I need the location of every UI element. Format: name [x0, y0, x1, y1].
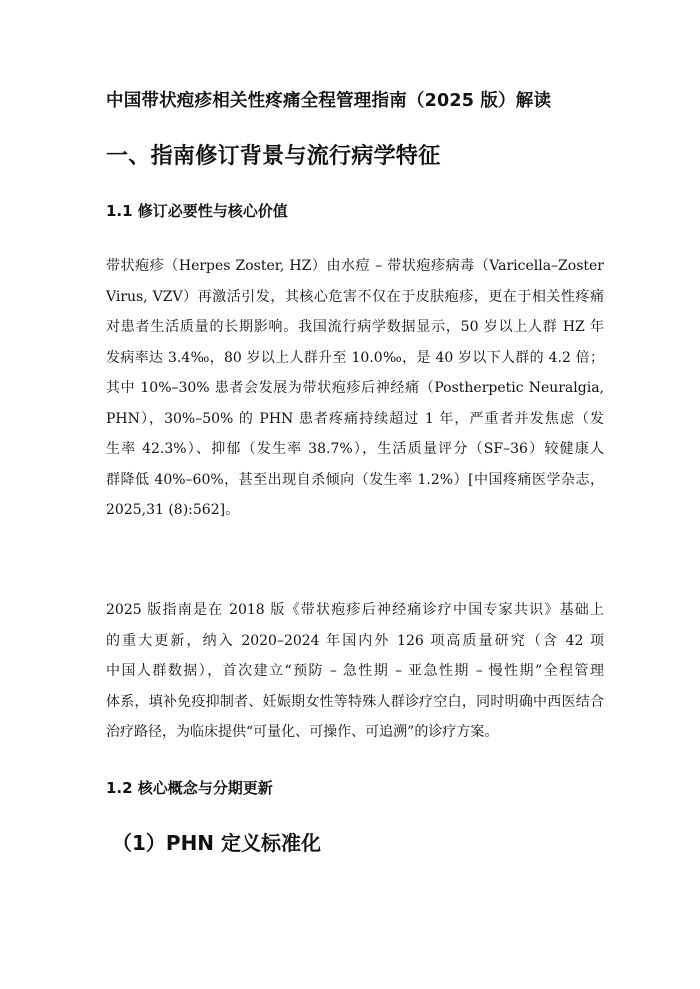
paragraph-line: Virus, VZV）再激活引发，其核心危害不仅在于皮肤疱疹，更在于相关性疼痛 [106, 288, 604, 305]
item-heading-phn-definition: （1）PHN 定义标准化 [112, 831, 322, 855]
paragraph-line: 生率 42.3%）、抑郁（发生率 38.7%），生活质量评分（SF–36）较健康人 [106, 441, 604, 457]
paragraph-line: 群降低 40%–60%，甚至出现自杀倾向（发生率 1.2%）[中国疼痛医学杂志， [106, 471, 604, 488]
section-heading-1: 一、指南修订背景与流行病学特征 [106, 144, 441, 169]
paragraph-line: PHN），30%–50% 的 PHN 患者疼痛持续超过 1 年，严重者并发焦虑（发 [106, 410, 604, 427]
subsection-heading-1-1: 1.1 修订必要性与核心价值 [106, 202, 288, 220]
paragraph-line: 的重大更新，纳入 2020–2024 年国内外 126 项高质量研究（含 42 项 [106, 632, 604, 649]
paragraph-line: 2025,31 (8):562]。 [106, 502, 240, 518]
paragraph-background [106, 251, 604, 526]
paragraph-line: 体系，填补免疫抑制者、妊娠期女性等特殊人群诊疗空白，同时明确中西医结合 [106, 693, 604, 710]
subsection-heading-1-2: 1.2 核心概念与分期更新 [106, 779, 273, 797]
paragraph-line: 中国人群数据），首次建立“预防 – 急性期 – 亚急性期 – 慢性期”全程管理 [106, 663, 604, 679]
paragraph-line: 其中 10%–30% 患者会发展为带状疱疹后神经痛（Postherpetic Neuralgia, [106, 380, 604, 396]
paragraph-line: 治疗路径，为临床提供“可量化、可操作、可追溯”的诊疗方案。 [106, 724, 499, 740]
paragraph-line: 发病率达 3.4‰，80 岁以上人群升至 10.0‰，是 40 岁以下人群的 4.2 倍； [106, 349, 604, 366]
paragraph-line: 带状疱疹（Herpes Zoster, HZ）由水痘 – 带状疱疹病毒（Varicella–Zoster [106, 258, 604, 274]
paragraph-line: 对患者生活质量的长期影响。我国流行病学数据显示，50 岁以上人群 HZ 年 [106, 319, 604, 335]
document-title: 中国带状疱疹相关性疼痛全程管理指南（2025 版）解读 [106, 91, 552, 111]
paragraph-guideline-update [106, 595, 604, 748]
paragraph-line: 2025 版指南是在 2018 版《带状疱疹后神经痛诊疗中国专家共识》基础上 [106, 602, 604, 618]
